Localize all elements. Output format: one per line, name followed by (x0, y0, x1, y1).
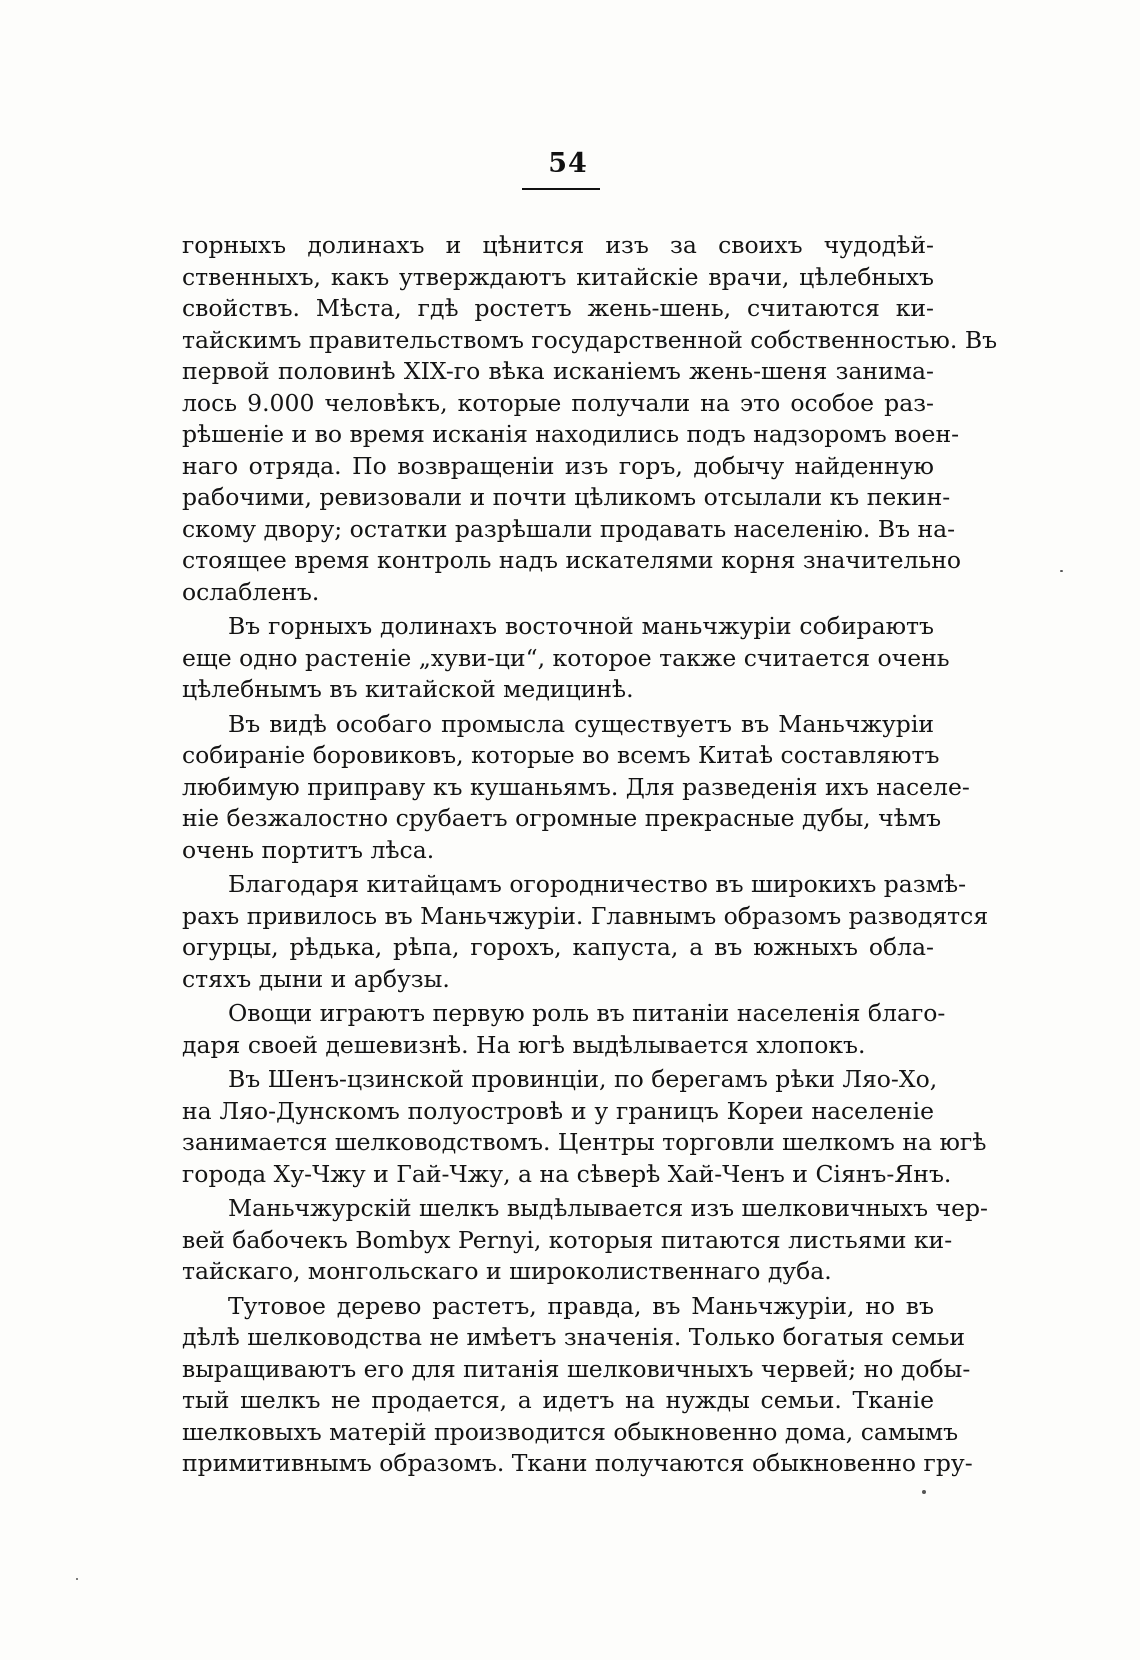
text-line: тайскимъ правительствомъ государственной собственностью. Въ (182, 325, 998, 354)
text-line: стоящее время контроль надъ искателями корня значительно (182, 546, 962, 574)
text-line: рѣшеніе и во время исканія находились подъ надзоромъ воен- (182, 420, 960, 448)
text-line: Въ Шенъ-цзинской провинціи, по берегамъ рѣки Ляо-Хо, (228, 1065, 938, 1093)
text-line: дѣлѣ шелководства не имѣетъ значенія. Только богатыя семьи (182, 1323, 966, 1351)
paragraph (182, 1291, 973, 1480)
text-line: даря своей дешевизнѣ. На югѣ выдѣлывается хлопокъ. (182, 1030, 866, 1059)
text-line: тайскаго, монгольскаго и широколиственнаго дуба. (182, 1257, 832, 1285)
text-line: тый шелкъ не продается, а идетъ на нужды семьи. Тканіе (182, 1386, 934, 1414)
paragraph (182, 1193, 988, 1288)
text-line: Въ горныхъ долинахъ восточной маньчжуріи собираютъ (228, 612, 934, 640)
text-line: города Ху-Чжу и Гай-Чжу, а на сѣверѣ Хай-Ченъ и Сіянъ-Янъ. (182, 1159, 952, 1188)
scan-speck (1060, 570, 1063, 572)
text-line: вей бабочекъ Bombyx Pernyi, которыя питаются листьями ки- (182, 1225, 953, 1254)
text-line: ніе безжалостно срубаетъ огромные прекрасные дубы, чѣмъ (182, 804, 942, 832)
page-number: 54 (548, 148, 588, 179)
text-line: рабочими, ревизовали и почти цѣликомъ отсылали къ пекин- (182, 483, 951, 511)
text-line: шелковыхъ матерій производится обыкновенно дома, самымъ (182, 1417, 959, 1446)
text-line: Въ видѣ особаго промысла существуетъ въ Маньчжуріи (228, 709, 934, 738)
text-line: огурцы, рѣдька, рѣпа, горохъ, капуста, а въ южныхъ обла- (182, 933, 934, 961)
text-line: ственныхъ, какъ утверждаютъ китайскіе врачи, цѣлебныхъ (182, 262, 934, 291)
text-line: ослабленъ. (182, 577, 320, 606)
paragraph (182, 230, 998, 608)
paragraph (182, 998, 946, 1061)
text-line: Маньчжурскій шелкъ выдѣлывается изъ шелковичныхъ чер- (228, 1194, 988, 1222)
paragraph (182, 1064, 987, 1190)
text-line: на Ляо-Дунскомъ полуостровѣ и у границъ Кореи населеніе (182, 1096, 934, 1125)
text-line: цѣлебнымъ въ китайской медицинѣ. (182, 675, 634, 703)
text-line: Овощи играютъ первую роль въ питаніи населенія благо- (228, 999, 946, 1027)
body-text (182, 230, 998, 1480)
scan-speck (922, 1490, 926, 1494)
text-line: Тутовое дерево растетъ, правда, въ Маньчжуріи, но въ (228, 1291, 934, 1320)
paragraph (182, 611, 950, 706)
text-line: очень портитъ лѣса. (182, 835, 435, 864)
text-line: Благодаря китайцамъ огородничество въ широкихъ размѣ- (228, 870, 967, 898)
scan-speck (76, 1578, 78, 1580)
text-line: выращиваютъ его для питанія шелковичныхъ червей; но добы- (182, 1354, 971, 1383)
text-line: еще одно растеніе „хуви-ци“, которое также считается очень (182, 643, 950, 672)
text-line: примитивнымъ образомъ. Ткани получаются обыкновенно гру- (182, 1449, 973, 1477)
paragraph (182, 869, 989, 995)
text-line: собираніе боровиковъ, которые во всемъ Китаѣ составляютъ (182, 741, 940, 769)
text-line: наго отряда. По возвращеніи изъ горъ, добычу найденную (182, 451, 934, 480)
text-line: горныхъ долинахъ и цѣнится изъ за своихъ чудодѣй- (182, 231, 934, 259)
text-line: занимается шелководствомъ. Центры торговли шелкомъ на югѣ (182, 1128, 987, 1156)
page-number-rule (522, 188, 600, 190)
text-line: лось 9.000 человѣкъ, которые получали на это особое раз- (182, 388, 934, 417)
text-line: свойствъ. Мѣста, гдѣ ростетъ жень-шень, считаются ки- (182, 294, 934, 322)
text-line: скому двору; остатки разрѣшали продавать населенію. Въ на- (182, 514, 956, 543)
paragraph (182, 709, 970, 867)
text-line: стяхъ дыни и арбузы. (182, 964, 450, 993)
text-line: рахъ привилось въ Маньчжуріи. Главнымъ образомъ разводятся (182, 901, 989, 930)
text-line: первой половинѣ XIX-го вѣка исканіемъ жень-шеня занима- (182, 357, 934, 385)
text-line: любимую приправу къ кушаньямъ. Для разведенія ихъ населе- (182, 772, 970, 801)
